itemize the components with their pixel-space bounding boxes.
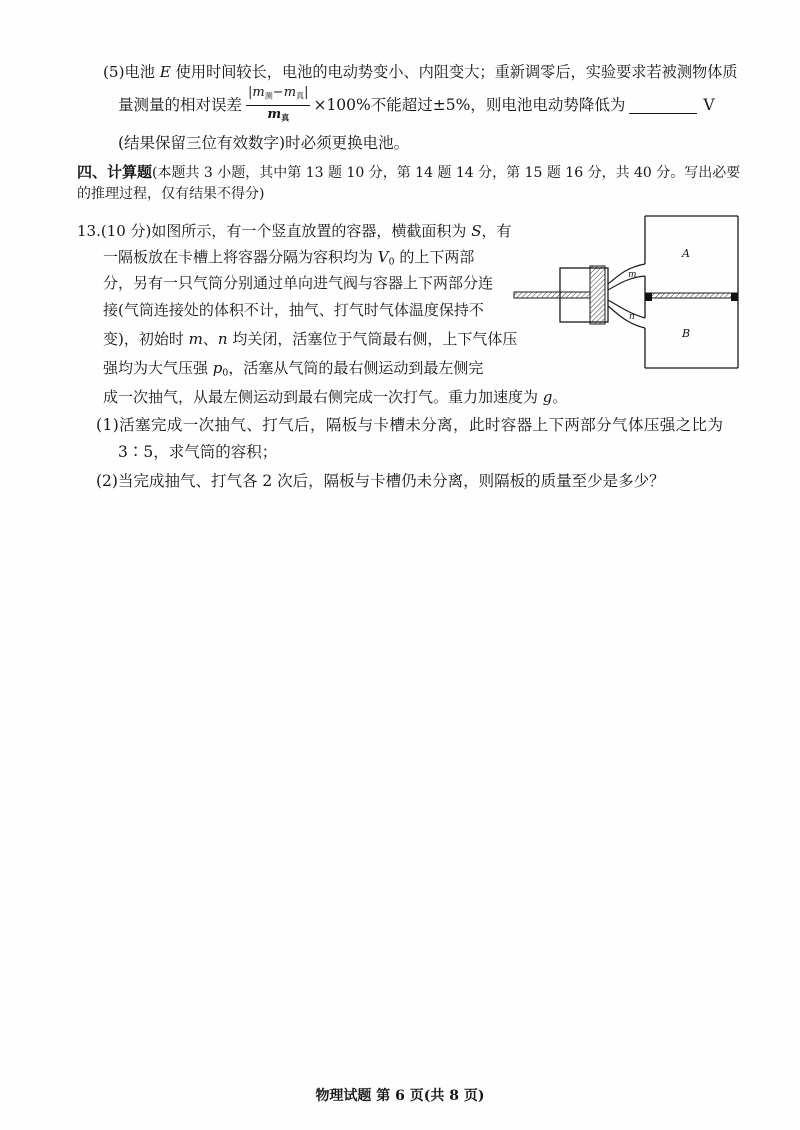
denominator-mass-true: m [267,106,282,122]
volume-subscript: 0 [388,256,395,268]
connecting-tubes [608,264,645,328]
numerator-mass-measured: m [252,85,265,101]
q13-part-1-line-2: 3∶5，求气筒的容积； [118,443,278,461]
section-4-title: 四、计算题 [77,163,153,181]
battery-symbol-e: E [159,63,171,81]
apparatus-diagram [510,210,745,375]
q13-line-3: 分，另有一只气筒分别通过单向进气阀与容器上下两部分连 [103,274,494,292]
section-4-note-line-2: 的推理过程，仅有结果不得分) [77,186,265,202]
q13-line-5 [103,329,517,349]
q13-line-7-text-a: 成一次抽气，从最左侧运动到最右侧完成一次打气。重力加速度为 [103,388,543,406]
label-b: B [682,327,691,340]
tube-n-outer [608,306,645,328]
answer-blank [629,96,697,114]
q5-line-2 [118,87,715,123]
q13-line-5-separator: 、 [202,330,218,348]
q13-line-6-text-b: ，活塞从气筒的最右侧运动到最左侧完 [228,359,484,377]
tube-n-inner [608,300,645,318]
fraction-numerator [246,85,310,105]
q5-line-2-text-a: 量测量的相对误差 [118,96,243,114]
numerator-mass-true: m [283,85,297,101]
q13-line-1-text-b: ，有 [481,222,512,240]
q13-line-7-text-b: 。 [552,388,568,406]
denominator-subscript-true: 真 [281,111,290,122]
q5-line-1-text-a: (5)电池 [103,63,160,81]
q13-part-1-line-1: (1)活塞完成一次抽气、打气后，隔板与卡槽未分离，此时容器上下两部分气体压强之比为 [96,416,724,434]
pump-piston [590,266,605,324]
q13-part-2: (2)当完成抽气、打气各 2 次后，隔板与卡槽仍未分离，则隔板的质量至少是多少？ [96,472,665,490]
section-4-heading [77,162,740,183]
q13-line-5-text-b: 均关闭，活塞位于气筒最右侧，上下气体压 [227,330,518,348]
q13-line-7 [103,387,567,407]
q5-line-2-text-b: ×100%不能超过±5%，则电池电动势降低为 [313,96,626,114]
voltage-unit: V [703,96,715,114]
valve-symbol-m: m [188,330,203,348]
q13-line-2-text-a: 一隔板放在卡槽上将容器分隔为容积均为 [103,248,378,266]
abs-bar-right: | [304,85,309,101]
q13-line-1 [77,221,511,241]
relative-error-fraction [246,85,310,125]
slot-left [645,293,652,301]
q13-line-6-text-a: 强均为大气压强 [103,359,213,377]
slot-right [731,293,738,301]
pressure-symbol-p: p [212,359,223,377]
fraction-denominator [265,106,291,125]
container [645,216,738,368]
numerator-subscript-true: 真 [296,91,305,101]
q13-line-2 [103,247,474,273]
abs-bar-left: | [248,85,253,101]
label-a: A [682,247,690,260]
valve-symbol-n: n [217,330,228,348]
gravity-symbol-g: g [542,388,553,406]
label-m: m [628,270,637,280]
area-symbol-s: S [471,222,482,240]
q13-line-5-text-a: 变)，初始时 [103,330,189,348]
q5-line-1 [103,62,738,82]
q5-line-3: (结果保留三位有效数字)时必须更换电池。 [118,134,410,152]
page-footer: 物理试题 第 6 页(共 8 页) [315,1088,485,1104]
partition-plate [645,293,738,298]
section-4-note-line-1: (本题共 3 小题，其中第 13 题 10 分，第 14 题 14 分，第 15 题 16 分，共 40 分。写出必要 [152,165,741,181]
q13-line-4: 接(气筒连接处的体积不计，抽气、打气时气体温度保持不 [103,301,484,319]
numerator-subscript-measured: 测 [264,91,273,101]
piston-rod [514,292,590,298]
pressure-subscript: 0 [222,367,229,379]
q13-line-6 [103,358,483,384]
q5-line-1-text-b: 使用时间较长，电池的电动势变小、内阻变大；重新调零后，实验要求若被测物体质 [170,63,738,81]
q13-line-2-text-b: 的上下两部 [394,248,475,266]
tube-m-inner [608,276,645,290]
label-n: n [629,312,635,322]
q13-line-1-text-a: 13.(10 分)如图所示，有一个竖直放置的容器，横截面积为 [77,222,472,240]
volume-symbol-v: V [377,248,389,266]
numerator-minus: − [272,85,284,101]
